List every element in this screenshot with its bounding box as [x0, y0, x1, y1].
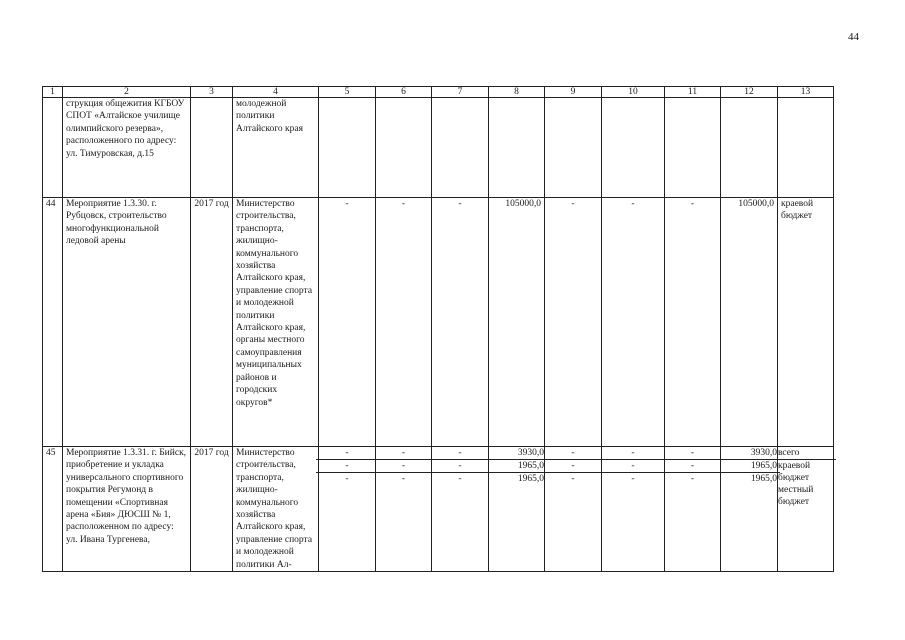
value-total: - — [599, 447, 667, 460]
year-cell: 2017 год — [191, 447, 233, 572]
value-cell — [602, 447, 665, 572]
source-total: всего — [775, 447, 836, 460]
column-header: 2 — [63, 87, 191, 98]
column-header: 6 — [376, 87, 432, 98]
value-cell: - — [376, 198, 432, 447]
value-cell — [721, 447, 778, 572]
year-cell — [191, 98, 233, 198]
value-cell — [602, 98, 665, 198]
activity-name: струкция общежития КГБОУ СПОТ «Алтайское училище олимпийского резерва», расположенного по адресу: ул. Тимуровская, д.15 — [66, 99, 185, 159]
executor-cell — [233, 447, 319, 572]
table-row-continuation — [43, 98, 834, 198]
value-local: - — [345, 474, 349, 484]
page-number: 44 — [848, 31, 859, 43]
column-header: 5 — [319, 87, 376, 98]
value-cell: 105000,0 — [489, 198, 545, 447]
value-cell — [319, 447, 376, 572]
source-cell: краевой бюджет — [778, 198, 834, 447]
row-number-cell: 44 — [43, 198, 63, 447]
executor-text: Министерство строительства, транспорта, жилищно-коммунального хозяйства Алтайского края, управление спорта и молодежной политики Алтайского края, органы местного самоуправления муниципальных районов и городских округов* — [236, 199, 313, 408]
value-total: - — [542, 447, 604, 460]
value-local: - — [401, 474, 406, 484]
table-row-44 — [43, 198, 834, 447]
value-regional: - — [662, 460, 723, 473]
value-regional: - — [599, 460, 667, 473]
value-cell — [665, 98, 721, 198]
activity-name-cell — [63, 198, 191, 447]
column-header: 11 — [665, 87, 721, 98]
value-regional: - — [316, 460, 378, 473]
table-row-45 — [43, 447, 834, 572]
column-header: 10 — [602, 87, 665, 98]
column-header: 1 — [43, 87, 63, 98]
value-total: - — [373, 447, 434, 460]
activity-name: Мероприятие 1.3.30. г. Рубцовск, строительство многофункциональной ледовой арены — [66, 199, 167, 247]
value-cell — [489, 447, 545, 572]
value-cell: - — [432, 198, 489, 447]
value-cell: - — [665, 198, 721, 447]
activity-name-cell — [63, 98, 191, 198]
value-cell: 105000,0 — [721, 198, 778, 447]
value-cell — [376, 98, 432, 198]
source-local: местный бюджет — [778, 485, 814, 507]
value-local: - — [631, 474, 635, 484]
value-local: 1965,0 — [750, 474, 777, 484]
value-cell: - — [319, 198, 376, 447]
value-cell — [545, 98, 602, 198]
executor-cell — [233, 98, 319, 198]
activity-name-cell — [63, 447, 191, 572]
executor-text: молодежной политики Алтайского края — [236, 99, 304, 134]
value-cell — [319, 98, 376, 198]
value-cell — [432, 447, 489, 572]
executor-text: Министерство строительства, транспорта, жилищно-коммунального хозяйства Алтайского края, управление спорта и молодежной политики Ал- — [236, 448, 313, 570]
column-header: 9 — [545, 87, 602, 98]
value-cell — [489, 98, 545, 198]
value-total: 3930,0 — [486, 447, 547, 460]
value-local: - — [571, 474, 575, 484]
column-header: 13 — [778, 87, 834, 98]
value-local: - — [690, 474, 695, 484]
row-number-cell: 45 — [43, 447, 63, 572]
source-cell — [778, 447, 834, 572]
value-regional: - — [542, 460, 604, 473]
value-cell — [432, 98, 489, 198]
value-regional: - — [429, 460, 491, 473]
column-header: 4 — [233, 87, 319, 98]
value-local: 1965,0 — [517, 474, 544, 484]
value-local: - — [458, 474, 462, 484]
column-header: 3 — [191, 87, 233, 98]
value-cell: - — [545, 198, 602, 447]
value-total: - — [662, 447, 723, 460]
value-cell — [376, 447, 432, 572]
value-regional: - — [373, 460, 434, 473]
row-number-cell — [43, 98, 63, 198]
value-cell — [665, 447, 721, 572]
column-header: 8 — [489, 87, 545, 98]
executor-cell — [233, 198, 319, 447]
column-header: 12 — [721, 87, 778, 98]
value-regional: 1965,0 — [486, 460, 547, 473]
year-cell: 2017 год — [191, 198, 233, 447]
column-number-row — [43, 87, 834, 98]
value-regional: 1965,0 — [718, 460, 780, 473]
source-cell — [778, 98, 834, 198]
value-total: - — [429, 447, 491, 460]
value-total: - — [316, 447, 378, 460]
source-regional: краевой бюджет — [778, 461, 811, 483]
value-cell — [721, 98, 778, 198]
value-cell: - — [602, 198, 665, 447]
activity-name: Мероприятие 1.3.31. г. Бийск, приобретение и укладка универсального спортивного покрытия Регумонд в помещении «Спортивная арена «Бия» ДЮСШ № 1, расположенном по адресу: ул. Ивана Тургенева, — [66, 448, 187, 545]
value-cell — [545, 447, 602, 572]
program-table — [42, 86, 834, 572]
column-header: 7 — [432, 87, 489, 98]
value-total: 3930,0 — [718, 447, 780, 460]
